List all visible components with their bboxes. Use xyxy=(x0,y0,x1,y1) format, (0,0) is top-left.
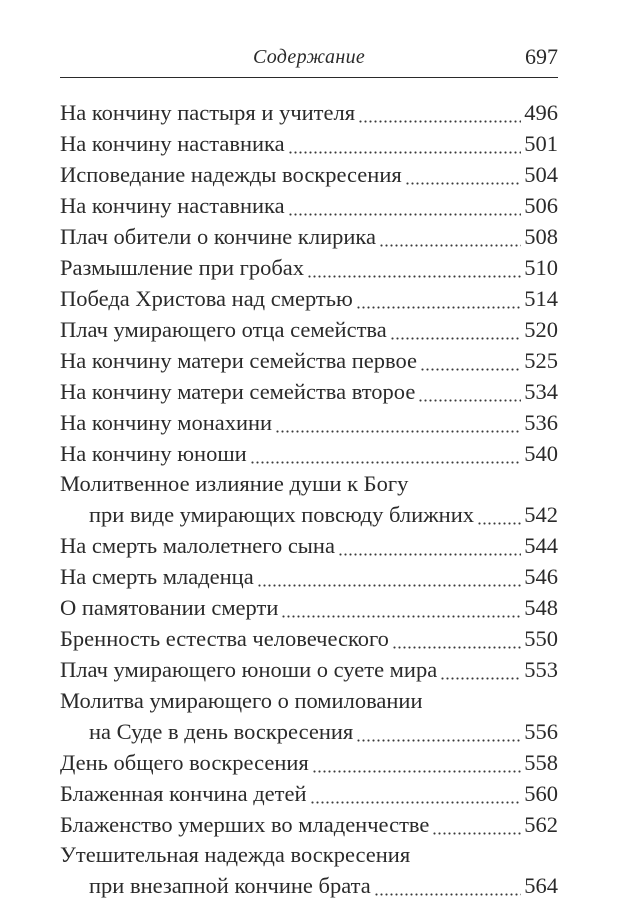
toc-entry-title-line2: на Суде в день воскресения xyxy=(89,718,354,744)
toc-entry-page: 534 xyxy=(524,378,558,404)
toc-entry-page: 542 xyxy=(524,502,558,527)
toc-entry xyxy=(60,345,558,376)
toc-entry-title-line2: при внезапной кончине брата xyxy=(89,873,371,898)
toc-entry-page: 540 xyxy=(524,440,558,466)
dot-leader xyxy=(250,442,522,465)
dot-leader xyxy=(405,163,522,186)
toc-entry xyxy=(60,531,558,562)
toc-entry-page: 544 xyxy=(524,533,558,558)
page-number: 697 xyxy=(525,44,558,69)
toc-entry xyxy=(60,469,558,531)
toc-entry xyxy=(60,376,558,407)
toc-entry-page: 508 xyxy=(524,223,558,249)
dot-leader xyxy=(310,782,522,805)
toc-entry xyxy=(60,190,558,221)
dot-leader xyxy=(356,287,521,310)
toc-entry-title-line1: Молитва умирающего о помиловании xyxy=(60,687,423,713)
toc-entry xyxy=(60,221,558,252)
dot-leader xyxy=(358,101,521,124)
toc-entry xyxy=(60,686,558,748)
dot-leader xyxy=(374,875,522,898)
toc-entry-title: На кончину матери семейства первое xyxy=(60,347,417,373)
header-rule xyxy=(60,77,558,78)
toc-entry xyxy=(60,593,558,624)
toc-entry xyxy=(60,624,558,655)
toc-entry-page: 536 xyxy=(524,409,558,435)
dot-leader xyxy=(281,597,521,620)
toc-entry-page: 506 xyxy=(524,192,558,218)
toc-entry-page: 562 xyxy=(524,811,558,837)
toc-entry-title: На кончину пастыря и учителя xyxy=(60,99,356,125)
dot-leader xyxy=(432,813,521,836)
dot-leader xyxy=(392,628,521,651)
toc-entry xyxy=(60,778,558,809)
dot-leader xyxy=(312,751,521,774)
toc-entry-page: 496 xyxy=(524,99,558,125)
dot-leader xyxy=(420,349,521,372)
toc-entry-page: 525 xyxy=(524,347,558,373)
toc-entry xyxy=(60,438,558,469)
toc-entry-title: Блаженство умерших во младенчестве xyxy=(60,811,430,837)
toc-entry-title: Блаженная кончина детей xyxy=(60,780,307,806)
toc-entry xyxy=(60,747,558,778)
dot-leader xyxy=(379,225,521,248)
toc-entry xyxy=(60,128,558,159)
toc-entry xyxy=(60,159,558,190)
toc-entry-title: Плач умирающего отца семейства xyxy=(60,316,387,342)
toc-entry-title: На кончину наставника xyxy=(60,130,285,156)
toc-entry-page: 558 xyxy=(524,749,558,775)
toc-entry-title: Размышление при гробах xyxy=(60,254,305,280)
dot-leader xyxy=(440,659,521,682)
dot-leader xyxy=(390,318,522,341)
toc-entry xyxy=(60,809,558,840)
toc-entry-page: 501 xyxy=(524,130,558,156)
toc-entry-page: 556 xyxy=(524,718,558,744)
toc-entry xyxy=(60,252,558,283)
dot-leader xyxy=(418,380,521,403)
toc-entry-page: 560 xyxy=(524,780,558,806)
toc-entry-title: Исповедание надежды воскресения xyxy=(60,161,402,187)
toc-entry-page: 546 xyxy=(524,564,558,589)
running-head xyxy=(60,42,558,78)
toc-entry-title: На кончину наставника xyxy=(60,192,285,218)
toc-entry-page: 550 xyxy=(524,626,558,651)
running-head-title: Содержание xyxy=(252,46,366,68)
toc-entry-title: На кончину монахини xyxy=(60,409,273,435)
toc-entry-page: 504 xyxy=(524,161,558,187)
toc-entry-page: 520 xyxy=(524,316,558,342)
toc-entry xyxy=(60,655,558,686)
toc-entry xyxy=(60,840,558,902)
toc-entry-title: Бренность естества человеческого xyxy=(60,626,389,651)
dot-leader xyxy=(307,256,521,279)
toc-entry xyxy=(60,283,558,314)
dot-leader xyxy=(338,535,521,558)
toc-entry-title: Плач умирающего юноши о суете мира xyxy=(60,657,438,682)
toc-entry-page: 514 xyxy=(524,285,558,311)
dot-leader xyxy=(477,504,521,527)
toc-entry-title-line1: Утешительная надежда воскресения xyxy=(60,842,411,867)
toc-entry-title: На смерть малолетнего сына xyxy=(60,533,335,558)
toc-entry xyxy=(60,562,558,593)
dot-leader xyxy=(288,194,522,217)
dot-leader xyxy=(356,720,521,743)
toc-entry-title: День общего воскресения xyxy=(60,749,309,775)
toc-entry-title-line2: при виде умирающих повсюду ближних xyxy=(89,502,474,527)
dot-leader xyxy=(257,566,522,589)
toc-entry-page: 564 xyxy=(524,873,558,898)
toc-entry-page: 510 xyxy=(524,254,558,280)
toc-entry-title-line1: Молитвенное излияние души к Богу xyxy=(60,471,409,496)
toc-entry-page: 553 xyxy=(524,657,558,682)
toc-entry-title: Плач обители о кончине клирика xyxy=(60,223,376,249)
toc-entry-title: На смерть младенца xyxy=(60,564,254,589)
toc-entry xyxy=(60,314,558,345)
toc-entry-title: На кончину юноши xyxy=(60,440,247,466)
toc-entry-title: На кончину матери семейства второе xyxy=(60,378,416,404)
dot-leader xyxy=(288,132,522,155)
toc-entry-page: 548 xyxy=(524,595,558,620)
table-of-contents xyxy=(60,97,558,902)
toc-entry-title: О памятовании смерти xyxy=(60,595,279,620)
dot-leader xyxy=(275,411,521,434)
toc-entry xyxy=(60,97,558,128)
toc-entry-title: Победа Христова над смертью xyxy=(60,285,353,311)
toc-entry xyxy=(60,407,558,438)
